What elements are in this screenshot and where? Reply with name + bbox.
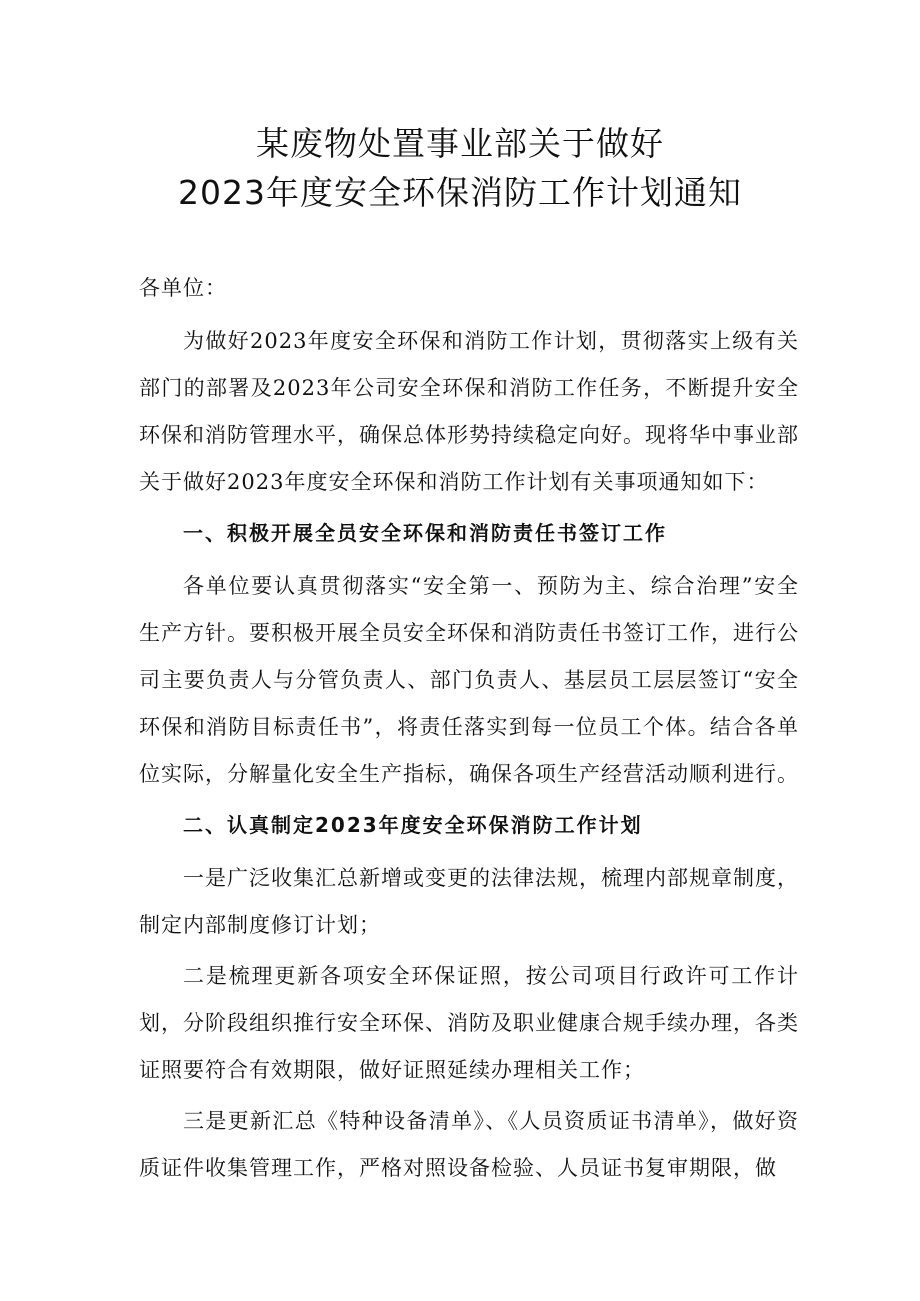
document-title-line-2: 2023年度安全环保消防工作计划通知: [178, 173, 742, 212]
section-2-item-1: 一是广泛收集汇总新增或变更的法律法规，梳理内部规章制度，制定内部制度修订计划；: [139, 866, 799, 937]
intro-paragraph: 为做好2023年度安全环保和消防工作计划，贯彻落实上级有关部门的部署及2023年公司安全环保和消防工作任务，不断提升安全环保和消防管理水平，确保总体形势持续稳定向好。现将华中事业部关于做好2023年度安全环保和消防工作计划有关事项通知如下：: [139, 329, 799, 494]
section-2-item-3: 三是更新汇总《特种设备清单》、《人员资质证书清单》，做好资质证件收集管理工作，严格对照设备检验、人员证书复审期限，做: [139, 1109, 799, 1180]
section-1-paragraph: 各单位要认真贯彻落实“安全第一、预防为主、综合治理”安全生产方针。要积极开展全员安全环保和消防责任书签订工作，进行公司主要负责人与分管负责人、部门负责人、基层员工层层签订“安全环保和消防目标责任书”，将责任落实到每一位员工个体。结合各单位实际，分解量化安全生产指标，确保各项生产经营活动顺利进行。: [139, 574, 799, 786]
document-title-line-1: 某废物处置事业部关于做好: [256, 124, 664, 163]
section-2-item-2: 二是梳理更新各项安全环保证照，按公司项目行政许可工作计划，分阶段组织推行安全环保、消防及职业健康合规手续办理，各类证照要符合有效期限，做好证照延续办理相关工作；: [139, 964, 799, 1082]
section-1-heading: 一、积极开展全员安全环保和消防责任书签订工作: [183, 521, 667, 545]
section-2-heading: 二、认真制定2023年度安全环保消防工作计划: [183, 813, 643, 837]
salutation: 各单位：: [139, 276, 227, 300]
document-body: [139, 265, 799, 1196]
